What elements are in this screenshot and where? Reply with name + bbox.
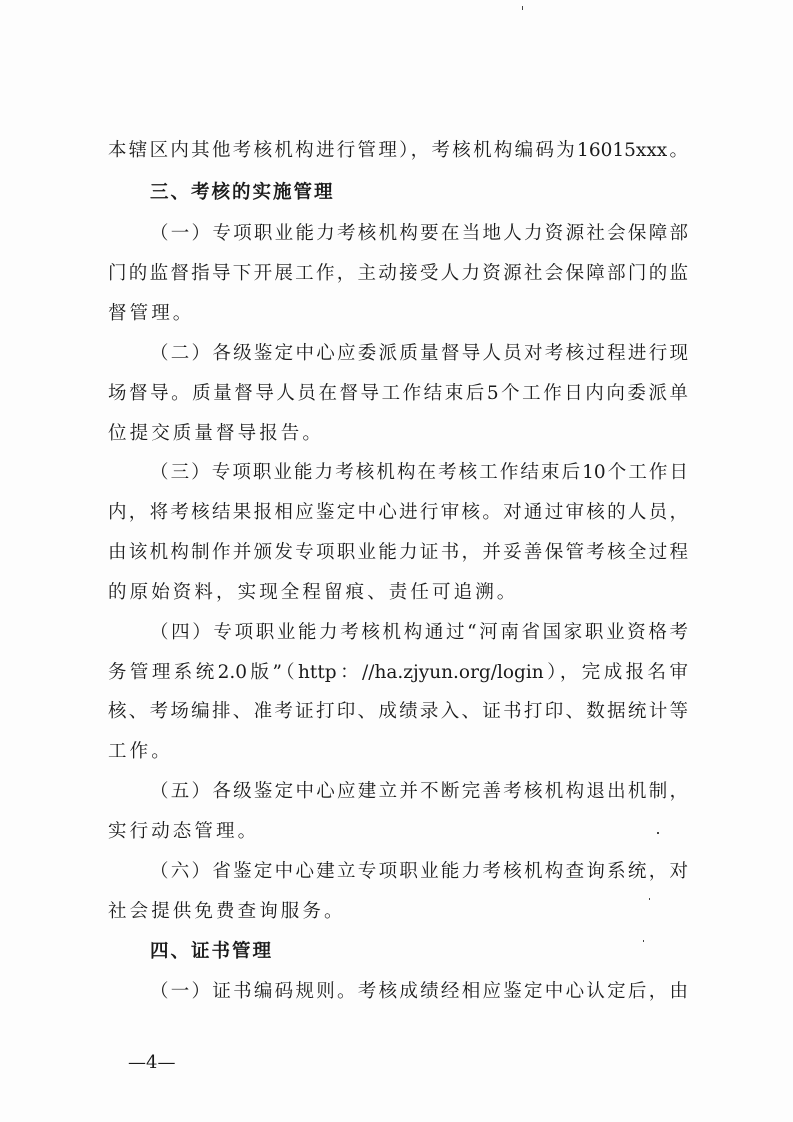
paragraph-line: 由该机构制作并颁发专项职业能力证书，并妥善保管考核全过程 — [108, 542, 688, 563]
paragraph-line: 工作。 — [108, 741, 173, 762]
paragraph-line: （一）专项职业能力考核机构要在当地人力资源社会保障部 — [150, 223, 688, 244]
scan-speck — [643, 940, 644, 942]
scan-speck — [522, 6, 523, 10]
paragraph-line: 督管理。 — [108, 303, 195, 324]
paragraph-line: 实行动态管理。 — [108, 821, 260, 842]
paragraph-line: 务管理系统2.0版”（http：//ha.zjyun.org/login），完成报名审 — [108, 662, 688, 683]
paragraph-line: 内，将考核结果报相应鉴定中心进行审核。对通过审核的人员， — [108, 502, 688, 523]
scan-speck — [649, 898, 650, 900]
paragraph-line: （五）各级鉴定中心应建立并不断完善考核机构退出机制， — [150, 781, 688, 802]
paragraph-line: 核、考场编排、准考证打印、成绩录入、证书打印、数据统计等 — [108, 701, 688, 722]
paragraph-line: 场督导。质量督导人员在督导工作结束后5个工作日内向委派单 — [108, 383, 688, 404]
paragraph-line: （三）专项职业能力考核机构在考核工作结束后10个工作日 — [150, 462, 688, 483]
paragraph-line: （一）证书编码规则。考核成绩经相应鉴定中心认定后，由 — [150, 981, 688, 1002]
section-heading: 三、考核的实施管理 — [150, 182, 335, 203]
paragraph-line: 的原始资料，实现全程留痕、责任可追溯。 — [108, 582, 519, 603]
section-heading: 四、证书管理 — [150, 941, 274, 962]
page-number: —4— — [128, 1052, 176, 1073]
paragraph-line: 门的监督指导下开展工作，主动接受人力资源社会保障部门的监 — [108, 263, 688, 284]
paragraph-line: （四）专项职业能力考核机构通过“河南省国家职业资格考 — [150, 622, 688, 643]
paragraph-line: （二）各级鉴定中心应委派质量督导人员对考核过程进行现 — [150, 343, 688, 364]
paragraph-line: 位提交质量督导报告。 — [108, 423, 325, 444]
paragraph-line: （六）省鉴定中心建立专项职业能力考核机构查询系统，对 — [150, 861, 688, 882]
paragraph-line: 社会提供免费查询服务。 — [108, 901, 346, 922]
scan-speck — [657, 832, 659, 834]
paragraph-line: 本辖区内其他考核机构进行管理），考核机构编码为16015xxx。 — [108, 140, 688, 161]
